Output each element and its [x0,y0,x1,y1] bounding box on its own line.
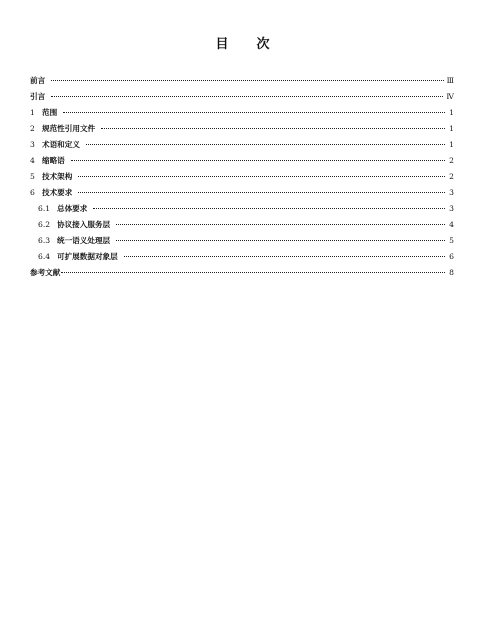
toc-entry-number: 6 [30,188,35,197]
toc-entry-page: Ⅳ [446,92,454,101]
toc-entry-number: 3 [30,140,35,149]
page-title-char-1: 目 [215,37,229,52]
toc-dot-leader [78,176,445,177]
toc-dot-leader [93,208,445,209]
toc-entry-page: 1 [449,124,454,133]
toc-entry-3[interactable] [30,137,454,153]
toc-entry-5[interactable] [30,169,454,185]
toc-dot-leader [116,240,445,241]
toc-entry-6-2[interactable] [30,217,454,233]
toc-entry-4[interactable] [30,153,454,169]
toc-entry-title: 可扩展数据对象层 [57,252,118,261]
toc-entry-foreword[interactable] [30,73,454,89]
page-title-char-2: 次 [256,37,270,52]
toc-entry-page: 1 [449,140,454,149]
toc-entry-6-3[interactable] [30,233,454,249]
toc-entry-page: 6 [449,252,454,261]
toc-entry-page: 1 [449,108,454,117]
toc-entry-6-1[interactable] [30,201,454,217]
toc-dot-leader [61,272,445,273]
toc-entry-number: 6.3 [38,236,51,245]
toc-entry-title: 技术要求 [42,188,73,197]
toc-entry-title: 范围 [42,108,58,117]
toc-entry-title: 缩略语 [42,156,65,165]
toc-entry-number: 6.1 [38,204,51,213]
toc-entry-2[interactable] [30,121,454,137]
toc-entry-page: 4 [449,220,454,229]
toc-dot-leader [51,96,443,97]
toc-dot-leader [86,144,445,145]
toc-dot-leader [101,128,445,129]
toc-entry-page: Ⅲ [446,76,454,85]
toc-entry-number: 6.4 [38,252,51,261]
toc-entry-number: 1 [30,108,35,117]
toc-entry-number: 5 [30,172,35,181]
toc-entry-1[interactable] [30,105,454,121]
toc-entry-title: 参考文献 [30,268,61,277]
toc-entry-title: 术语和定义 [42,140,80,149]
toc-entry-references[interactable] [30,265,454,281]
toc-entry-title: 总体要求 [57,204,88,213]
toc-entry-title: 统一语义处理层 [57,236,111,245]
toc-entry-page: 3 [449,188,454,197]
page-title [0,33,485,52]
toc-entry-title: 前言 [30,76,46,85]
toc-entry-6[interactable] [30,185,454,201]
toc-dot-leader [51,80,443,81]
toc-dot-leader [78,192,445,193]
toc-entry-title: 协议接入服务层 [57,220,111,229]
toc-entry-page: 5 [449,236,454,245]
toc-entry-number: 2 [30,124,35,133]
toc-dot-leader [124,256,445,257]
toc-entry-introduction[interactable] [30,89,454,105]
toc-entry-page: 2 [449,172,454,181]
toc-entry-page: 2 [449,156,454,165]
table-of-contents [30,73,454,281]
toc-entry-title: 规范性引用文件 [42,124,96,133]
toc-entry-6-4[interactable] [30,249,454,265]
toc-entry-number: 4 [30,156,35,165]
toc-entry-number: 6.2 [38,220,51,229]
toc-dot-leader [116,224,445,225]
toc-entry-title: 引言 [30,92,46,101]
toc-dot-leader [63,112,445,113]
toc-entry-page: 3 [449,204,454,213]
toc-entry-title: 技术架构 [42,172,73,181]
toc-entry-page: 8 [449,268,454,277]
toc-dot-leader [71,160,445,161]
